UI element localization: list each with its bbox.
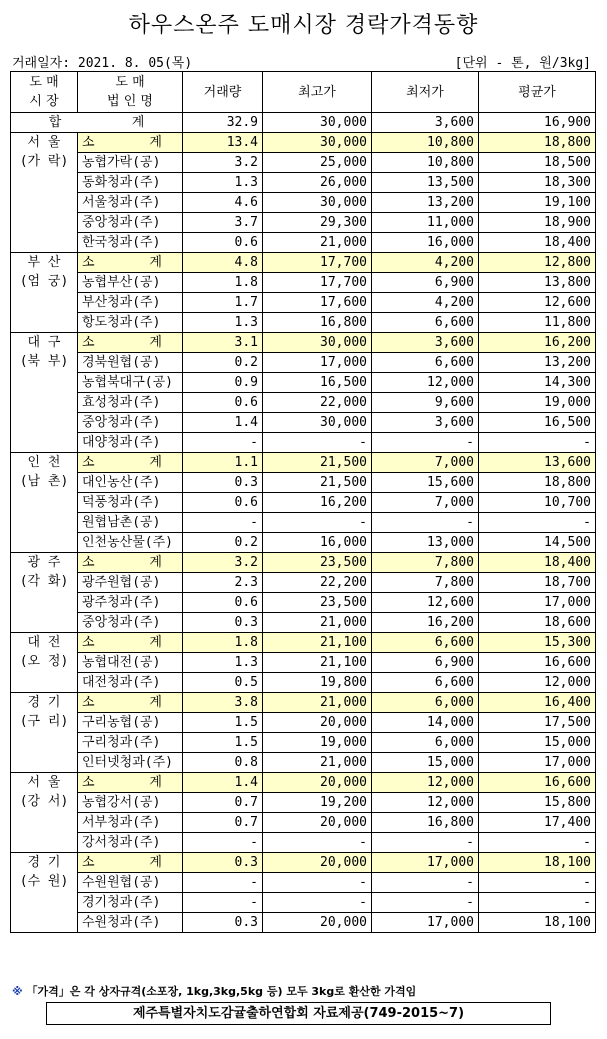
table-row xyxy=(11,273,596,293)
avg-price-cell: 18,700 xyxy=(479,573,596,593)
volume-cell: 1.8 xyxy=(183,273,263,293)
firm-name: 수원청과(주) xyxy=(78,913,183,933)
max-price-cell: 19,800 xyxy=(263,673,372,693)
market-name-line1: 서 울 xyxy=(27,135,61,150)
header-avg: 평균가 xyxy=(479,72,596,113)
min-price-cell: 15,000 xyxy=(372,753,479,773)
volume-cell: 0.6 xyxy=(183,493,263,513)
subtotal-row xyxy=(11,453,596,473)
price-table xyxy=(10,71,596,933)
volume-cell: 0.7 xyxy=(183,793,263,813)
max-price-cell: 20,000 xyxy=(263,853,372,873)
max-price-cell: 17,700 xyxy=(263,273,372,293)
footnote-mark: ※ xyxy=(12,985,23,998)
avg-price-cell: 13,800 xyxy=(479,273,596,293)
volume-cell: 0.6 xyxy=(183,593,263,613)
footnote-text: 「가격」은 각 상자규격(소포장, 1kg,3kg,5kg 등) 모두 3kg로 환산한 가격임 xyxy=(26,985,417,998)
firm-name: 소 계 xyxy=(78,773,183,793)
market-name-line2: (강 서) xyxy=(19,794,69,809)
min-price-cell: 3,600 xyxy=(372,413,479,433)
table-row xyxy=(11,473,596,493)
volume-cell: 0.3 xyxy=(183,613,263,633)
volume-cell: 1.1 xyxy=(183,453,263,473)
table-row xyxy=(11,433,596,453)
firm-name: 구리농협(공) xyxy=(78,713,183,733)
subtotal-row xyxy=(11,333,596,353)
market-name-line2: (수 원) xyxy=(19,874,69,889)
volume-cell: 1.5 xyxy=(183,713,263,733)
market-name-line1: 부 산 xyxy=(27,255,61,270)
volume-cell: 3.2 xyxy=(183,153,263,173)
volume-cell: 3.2 xyxy=(183,553,263,573)
avg-price-cell: 17,000 xyxy=(479,753,596,773)
table-row xyxy=(11,893,596,913)
max-price-cell: 21,100 xyxy=(263,653,372,673)
table-row xyxy=(11,193,596,213)
min-price-cell: 4,200 xyxy=(372,293,479,313)
firm-name: 중앙청과(주) xyxy=(78,413,183,433)
avg-price-cell: 16,600 xyxy=(479,653,596,673)
total-row xyxy=(11,113,596,133)
volume-cell: 0.5 xyxy=(183,673,263,693)
avg-price-cell: 16,200 xyxy=(479,333,596,353)
firm-name: 서부청과(주) xyxy=(78,813,183,833)
min-price-cell: 10,800 xyxy=(372,133,479,153)
max-price-cell: 16,500 xyxy=(263,373,372,393)
max-price-cell: 21,000 xyxy=(263,753,372,773)
min-price-cell: 7,800 xyxy=(372,553,479,573)
firm-name: 농협대전(공) xyxy=(78,653,183,673)
table-row xyxy=(11,613,596,633)
volume-cell: 1.3 xyxy=(183,313,263,333)
total-max: 30,000 xyxy=(263,113,372,133)
min-price-cell: 6,600 xyxy=(372,353,479,373)
avg-price-cell: 18,600 xyxy=(479,613,596,633)
min-price-cell: 13,200 xyxy=(372,193,479,213)
market-name-line2: (구 리) xyxy=(19,714,69,729)
max-price-cell: - xyxy=(263,513,372,533)
footnote xyxy=(12,983,416,999)
volume-cell: 4.8 xyxy=(183,253,263,273)
table-row xyxy=(11,353,596,373)
avg-price-cell: - xyxy=(479,873,596,893)
min-price-cell: 12,000 xyxy=(372,373,479,393)
table-row xyxy=(11,513,596,533)
avg-price-cell: 15,300 xyxy=(479,633,596,653)
firm-name: 덕풍청과(주) xyxy=(78,493,183,513)
max-price-cell: 30,000 xyxy=(263,193,372,213)
table-row xyxy=(11,493,596,513)
max-price-cell: 16,000 xyxy=(263,533,372,553)
page-title: 하우스온주 도매시장 경락가격동향 xyxy=(128,13,479,38)
table-row xyxy=(11,673,596,693)
firm-name: 경기청과(주) xyxy=(78,893,183,913)
volume-cell: 0.3 xyxy=(183,473,263,493)
firm-name: 농협부산(공) xyxy=(78,273,183,293)
min-price-cell: 6,900 xyxy=(372,273,479,293)
min-price-cell: - xyxy=(372,513,479,533)
max-price-cell: - xyxy=(263,893,372,913)
volume-cell: - xyxy=(183,873,263,893)
market-name xyxy=(11,853,78,933)
min-price-cell: 9,600 xyxy=(372,393,479,413)
table-row xyxy=(11,293,596,313)
max-price-cell: 21,000 xyxy=(263,693,372,713)
firm-name: 원협남촌(공) xyxy=(78,513,183,533)
firm-name: 인터넷청과(주) xyxy=(78,753,183,773)
table-row xyxy=(11,313,596,333)
min-price-cell: 16,200 xyxy=(372,613,479,633)
max-price-cell: 29,300 xyxy=(263,213,372,233)
min-price-cell: 10,800 xyxy=(372,153,479,173)
avg-price-cell: 16,600 xyxy=(479,773,596,793)
max-price-cell: 20,000 xyxy=(263,813,372,833)
firm-name: 소 계 xyxy=(78,333,183,353)
firm-name: 동화청과(주) xyxy=(78,173,183,193)
avg-price-cell: 12,000 xyxy=(479,673,596,693)
firm-name: 경북원협(공) xyxy=(78,353,183,373)
avg-price-cell: 17,400 xyxy=(479,813,596,833)
volume-cell: 0.9 xyxy=(183,373,263,393)
header-volume: 거래량 xyxy=(183,72,263,113)
min-price-cell: - xyxy=(372,433,479,453)
min-price-cell: 7,000 xyxy=(372,493,479,513)
avg-price-cell: - xyxy=(479,833,596,853)
volume-cell: 0.7 xyxy=(183,813,263,833)
header-row xyxy=(11,72,596,113)
volume-cell: - xyxy=(183,893,263,913)
market-name-line1: 서 울 xyxy=(27,775,61,790)
volume-cell: - xyxy=(183,513,263,533)
avg-price-cell: 18,900 xyxy=(479,213,596,233)
min-price-cell: 14,000 xyxy=(372,713,479,733)
max-price-cell: 21,500 xyxy=(263,473,372,493)
avg-price-cell: 18,400 xyxy=(479,233,596,253)
volume-cell: 0.3 xyxy=(183,913,263,933)
firm-name: 소 계 xyxy=(78,253,183,273)
min-price-cell: 11,000 xyxy=(372,213,479,233)
market-name xyxy=(11,553,78,633)
firm-name: 소 계 xyxy=(78,133,183,153)
table-row xyxy=(11,213,596,233)
table-row xyxy=(11,533,596,553)
avg-price-cell: 18,100 xyxy=(479,853,596,873)
max-price-cell: 19,200 xyxy=(263,793,372,813)
avg-price-cell: 18,300 xyxy=(479,173,596,193)
max-price-cell: 25,000 xyxy=(263,153,372,173)
max-price-cell: 16,800 xyxy=(263,313,372,333)
firm-name: 대인농산(주) xyxy=(78,473,183,493)
market-name-line2: (남 촌) xyxy=(19,474,69,489)
header-min: 최저가 xyxy=(372,72,479,113)
volume-cell: 3.8 xyxy=(183,693,263,713)
market-name xyxy=(11,633,78,693)
avg-price-cell: 14,300 xyxy=(479,373,596,393)
min-price-cell: 17,000 xyxy=(372,913,479,933)
avg-price-cell: 16,500 xyxy=(479,413,596,433)
market-name-line2: (가 락) xyxy=(19,154,69,169)
header-max: 최고가 xyxy=(263,72,372,113)
table-row xyxy=(11,153,596,173)
max-price-cell: 30,000 xyxy=(263,413,372,433)
market-name-line1: 광 주 xyxy=(27,555,61,570)
table-row xyxy=(11,713,596,733)
max-price-cell: 23,500 xyxy=(263,553,372,573)
firm-name: 소 계 xyxy=(78,633,183,653)
avg-price-cell: 10,700 xyxy=(479,493,596,513)
min-price-cell: 16,000 xyxy=(372,233,479,253)
max-price-cell: 17,600 xyxy=(263,293,372,313)
firm-name: 소 계 xyxy=(78,693,183,713)
table-row xyxy=(11,833,596,853)
min-price-cell: 6,900 xyxy=(372,653,479,673)
market-name-line1: 대 구 xyxy=(27,335,61,350)
avg-price-cell: 18,400 xyxy=(479,553,596,573)
header-firm-line2: 법 인 명 xyxy=(107,94,153,109)
volume-cell: 1.4 xyxy=(183,773,263,793)
avg-price-cell: - xyxy=(479,433,596,453)
min-price-cell: 17,000 xyxy=(372,853,479,873)
max-price-cell: - xyxy=(263,833,372,853)
volume-cell: 2.3 xyxy=(183,573,263,593)
market-name xyxy=(11,333,78,453)
volume-cell: 3.1 xyxy=(183,333,263,353)
volume-cell: 1.4 xyxy=(183,413,263,433)
max-price-cell: 17,000 xyxy=(263,353,372,373)
firm-name: 농협북대구(공) xyxy=(78,373,183,393)
firm-name: 농협가락(공) xyxy=(78,153,183,173)
table-row xyxy=(11,233,596,253)
max-price-cell: 30,000 xyxy=(263,333,372,353)
volume-cell: 4.6 xyxy=(183,193,263,213)
avg-price-cell: 18,800 xyxy=(479,133,596,153)
max-price-cell: 20,000 xyxy=(263,713,372,733)
volume-cell: - xyxy=(183,433,263,453)
market-name xyxy=(11,453,78,553)
table-row xyxy=(11,593,596,613)
min-price-cell: 12,600 xyxy=(372,593,479,613)
avg-price-cell: 11,800 xyxy=(479,313,596,333)
avg-price-cell: 19,000 xyxy=(479,393,596,413)
total-min: 3,600 xyxy=(372,113,479,133)
min-price-cell: 15,600 xyxy=(372,473,479,493)
firm-name: 부산청과(주) xyxy=(78,293,183,313)
subtotal-row xyxy=(11,773,596,793)
max-price-cell: - xyxy=(263,873,372,893)
market-name-line1: 대 전 xyxy=(27,635,61,650)
volume-cell: 13.4 xyxy=(183,133,263,153)
avg-price-cell: 18,500 xyxy=(479,153,596,173)
firm-name: 광주청과(주) xyxy=(78,593,183,613)
avg-price-cell: 15,000 xyxy=(479,733,596,753)
volume-cell: 0.6 xyxy=(183,233,263,253)
market-name xyxy=(11,253,78,333)
avg-price-cell: 14,500 xyxy=(479,533,596,553)
max-price-cell: 21,000 xyxy=(263,233,372,253)
min-price-cell: 13,000 xyxy=(372,533,479,553)
subtotal-row xyxy=(11,133,596,153)
min-price-cell: 16,800 xyxy=(372,813,479,833)
max-price-cell: 16,200 xyxy=(263,493,372,513)
market-name xyxy=(11,773,78,853)
firm-name: 광주원협(공) xyxy=(78,573,183,593)
market-name xyxy=(11,693,78,773)
volume-cell: 0.3 xyxy=(183,853,263,873)
firm-name: 소 계 xyxy=(78,453,183,473)
market-name-line2: (북 부) xyxy=(19,354,69,369)
firm-name: 항도청과(주) xyxy=(78,313,183,333)
subtotal-row xyxy=(11,853,596,873)
market-name-line1: 경 기 xyxy=(27,855,61,870)
volume-cell: 0.8 xyxy=(183,753,263,773)
volume-cell: 0.6 xyxy=(183,393,263,413)
table-row xyxy=(11,173,596,193)
trade-date: 거래일자: 2021. 8. 05(목) xyxy=(12,56,193,71)
min-price-cell: 6,600 xyxy=(372,633,479,653)
min-price-cell: 6,600 xyxy=(372,673,479,693)
table-row xyxy=(11,393,596,413)
market-name-line1: 경 기 xyxy=(27,695,61,710)
table-row xyxy=(11,413,596,433)
max-price-cell: 21,000 xyxy=(263,613,372,633)
max-price-cell: 17,700 xyxy=(263,253,372,273)
avg-price-cell: 15,800 xyxy=(479,793,596,813)
volume-cell: 1.5 xyxy=(183,733,263,753)
max-price-cell: 19,000 xyxy=(263,733,372,753)
firm-name: 인천농산물(주) xyxy=(78,533,183,553)
avg-price-cell: 17,000 xyxy=(479,593,596,613)
avg-price-cell: 19,100 xyxy=(479,193,596,213)
source-box: 제주특별자치도감귤출하연합회 자료제공(749-2015~7) xyxy=(46,1002,551,1025)
firm-name: 중앙청과(주) xyxy=(78,613,183,633)
table-row xyxy=(11,913,596,933)
avg-price-cell: 16,400 xyxy=(479,693,596,713)
min-price-cell: 6,000 xyxy=(372,733,479,753)
firm-name: 소 계 xyxy=(78,553,183,573)
avg-price-cell: 12,800 xyxy=(479,253,596,273)
min-price-cell: 4,200 xyxy=(372,253,479,273)
market-name-line1: 인 천 xyxy=(27,455,61,470)
firm-name: 강서청과(주) xyxy=(78,833,183,853)
max-price-cell: 21,500 xyxy=(263,453,372,473)
firm-name: 대양청과(주) xyxy=(78,433,183,453)
header-market-line1: 도 매 xyxy=(29,75,59,90)
market-name-line2: (오 정) xyxy=(19,654,69,669)
table-row xyxy=(11,373,596,393)
firm-name: 중앙청과(주) xyxy=(78,213,183,233)
min-price-cell: 12,000 xyxy=(372,793,479,813)
avg-price-cell: - xyxy=(479,893,596,913)
max-price-cell: 30,000 xyxy=(263,133,372,153)
max-price-cell: 21,100 xyxy=(263,633,372,653)
table-row xyxy=(11,793,596,813)
avg-price-cell: 13,200 xyxy=(479,353,596,373)
max-price-cell: - xyxy=(263,433,372,453)
avg-price-cell: 13,600 xyxy=(479,453,596,473)
firm-name: 구리청과(주) xyxy=(78,733,183,753)
max-price-cell: 20,000 xyxy=(263,913,372,933)
min-price-cell: 7,000 xyxy=(372,453,479,473)
min-price-cell: - xyxy=(372,873,479,893)
firm-name: 효성청과(주) xyxy=(78,393,183,413)
subtotal-row xyxy=(11,633,596,653)
market-name-line2: (엄 궁) xyxy=(19,274,69,289)
header-firm xyxy=(78,72,183,113)
market-name xyxy=(11,133,78,253)
table-row xyxy=(11,653,596,673)
min-price-cell: 13,500 xyxy=(372,173,479,193)
volume-cell: 0.2 xyxy=(183,533,263,553)
table-row xyxy=(11,753,596,773)
firm-name: 농협강서(공) xyxy=(78,793,183,813)
volume-cell: 1.3 xyxy=(183,653,263,673)
firm-name: 서울청과(주) xyxy=(78,193,183,213)
subtotal-row xyxy=(11,253,596,273)
min-price-cell: 7,800 xyxy=(372,573,479,593)
min-price-cell: 6,600 xyxy=(372,313,479,333)
max-price-cell: 22,200 xyxy=(263,573,372,593)
table-row xyxy=(11,873,596,893)
volume-cell: 1.8 xyxy=(183,633,263,653)
firm-name: 대전청과(주) xyxy=(78,673,183,693)
volume-cell: - xyxy=(183,833,263,853)
min-price-cell: - xyxy=(372,893,479,913)
volume-cell: 0.2 xyxy=(183,353,263,373)
volume-cell: 1.3 xyxy=(183,173,263,193)
total-avg: 16,900 xyxy=(479,113,596,133)
header-market xyxy=(11,72,78,113)
avg-price-cell: 18,800 xyxy=(479,473,596,493)
unit-note: [단위 - 톤, 원/3kg] xyxy=(454,56,591,71)
table-row xyxy=(11,573,596,593)
max-price-cell: 20,000 xyxy=(263,773,372,793)
table-row xyxy=(11,733,596,753)
max-price-cell: 22,000 xyxy=(263,393,372,413)
total-label: 합 계 xyxy=(11,113,183,133)
max-price-cell: 23,500 xyxy=(263,593,372,613)
market-name-line2: (각 화) xyxy=(19,574,69,589)
subtotal-row xyxy=(11,693,596,713)
min-price-cell: 6,000 xyxy=(372,693,479,713)
avg-price-cell: 18,100 xyxy=(479,913,596,933)
firm-name: 한국청과(주) xyxy=(78,233,183,253)
header-firm-line1: 도 매 xyxy=(115,75,145,90)
min-price-cell: - xyxy=(372,833,479,853)
firm-name: 수원원협(공) xyxy=(78,873,183,893)
min-price-cell: 12,000 xyxy=(372,773,479,793)
header-market-line2: 시 장 xyxy=(29,94,59,109)
total-volume: 32.9 xyxy=(183,113,263,133)
avg-price-cell: - xyxy=(479,513,596,533)
firm-name: 소 계 xyxy=(78,853,183,873)
min-price-cell: 3,600 xyxy=(372,333,479,353)
avg-price-cell: 17,500 xyxy=(479,713,596,733)
table-row xyxy=(11,813,596,833)
volume-cell: 3.7 xyxy=(183,213,263,233)
volume-cell: 1.7 xyxy=(183,293,263,313)
max-price-cell: 26,000 xyxy=(263,173,372,193)
subtotal-row xyxy=(11,553,596,573)
avg-price-cell: 12,600 xyxy=(479,293,596,313)
